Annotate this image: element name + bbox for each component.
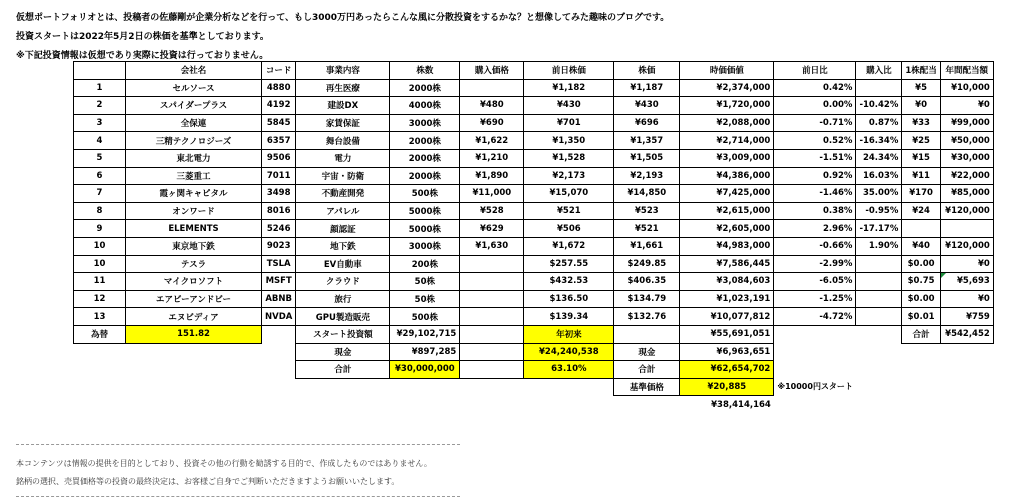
business: 建設DX xyxy=(296,97,390,115)
summary-row-3 xyxy=(74,361,994,379)
buy-price xyxy=(460,79,524,97)
annual-dividend: ¥120,000 xyxy=(940,237,993,255)
prev-price: $136.50 xyxy=(524,290,614,308)
annual-dividend: ¥0 xyxy=(940,290,993,308)
market-value: ¥2,615,000 xyxy=(680,202,774,220)
row-number: 7 xyxy=(74,185,126,203)
annual-dividend: ¥0 xyxy=(940,255,993,273)
dividend: ¥25 xyxy=(902,132,940,150)
holding-row xyxy=(74,185,994,203)
vs-buy: -16.34% xyxy=(856,132,902,150)
header-company: 会社名 xyxy=(126,62,262,80)
summary-row-2 xyxy=(74,343,994,361)
cash2-value: ¥6,963,651 xyxy=(680,343,774,361)
extra-value: ¥38,414,164 xyxy=(711,399,771,410)
holding-row xyxy=(74,167,994,185)
business: 再生医療 xyxy=(296,79,390,97)
ticker-code: 9506 xyxy=(262,149,296,167)
header-annual-dividend: 年間配当額 xyxy=(940,62,993,80)
row-number: 11 xyxy=(74,273,126,291)
buy-price xyxy=(460,308,524,326)
market-value: ¥10,077,812 xyxy=(680,308,774,326)
vs-buy xyxy=(856,290,902,308)
market-value: ¥2,088,000 xyxy=(680,114,774,132)
prev-price: ¥1,672 xyxy=(524,237,614,255)
ticker-code: NVDA xyxy=(262,308,296,326)
vs-buy xyxy=(856,79,902,97)
buy-price xyxy=(460,273,524,291)
day-change: -1.51% xyxy=(774,149,856,167)
holding-row xyxy=(74,132,994,150)
market-value: ¥1,023,191 xyxy=(680,290,774,308)
base-price-label: 基準価格 xyxy=(614,378,680,396)
buy-price xyxy=(460,290,524,308)
market-total: ¥55,691,051 xyxy=(680,325,774,343)
summary-row-1 xyxy=(74,325,994,343)
vs-buy: 0.87% xyxy=(856,114,902,132)
start-label: スタート投資額 xyxy=(296,325,390,343)
dividend: ¥0 xyxy=(902,97,940,115)
ticker-code: 9023 xyxy=(262,237,296,255)
fx-label: 為替 xyxy=(74,325,126,343)
ticker-code: 5246 xyxy=(262,220,296,238)
vs-buy xyxy=(856,255,902,273)
vs-buy: 1.90% xyxy=(856,237,902,255)
dividend-total-value: ¥542,452 xyxy=(940,325,993,343)
holding-row xyxy=(74,149,994,167)
prev-price: ¥2,173 xyxy=(524,167,614,185)
annual-dividend: ¥10,000 xyxy=(940,79,993,97)
vs-buy xyxy=(856,308,902,326)
market-value: ¥3,084,603 xyxy=(680,273,774,291)
price: $134.79 xyxy=(614,290,680,308)
business: 宇宙・防衛 xyxy=(296,167,390,185)
shares: 50株 xyxy=(390,273,460,291)
market-value: ¥4,983,000 xyxy=(680,237,774,255)
buy-price: ¥1,210 xyxy=(460,149,524,167)
start-value: ¥29,102,715 xyxy=(390,325,460,343)
annual-dividend xyxy=(940,220,993,238)
prev-price: ¥430 xyxy=(524,97,614,115)
business: 旅行 xyxy=(296,290,390,308)
total-value: ¥30,000,000 xyxy=(390,361,460,379)
company-name: 東京地下鉄 xyxy=(126,237,262,255)
disclaimer-line-2: 銘柄の選択、売買価格等の投資の最終決定は、お客様ご自身でご判断いただきますようお願いいたします。 xyxy=(16,477,400,486)
business: GPU製造販売 xyxy=(296,308,390,326)
header-prev-price: 前日株価 xyxy=(524,62,614,80)
buy-price: ¥11,000 xyxy=(460,185,524,203)
vs-buy: 24.34% xyxy=(856,149,902,167)
day-change: 0.00% xyxy=(774,97,856,115)
day-change: 0.42% xyxy=(774,79,856,97)
holding-row xyxy=(74,273,994,291)
divider-bottom xyxy=(16,496,460,497)
buy-price: ¥690 xyxy=(460,114,524,132)
shares: 2000株 xyxy=(390,149,460,167)
header-code: コード xyxy=(262,62,296,80)
price: $406.35 xyxy=(614,273,680,291)
row-number: 3 xyxy=(74,114,126,132)
cash-label: 現金 xyxy=(296,343,390,361)
holding-row xyxy=(74,308,994,326)
day-change: -4.72% xyxy=(774,308,856,326)
row-number: 4 xyxy=(74,132,126,150)
day-change: 0.52% xyxy=(774,132,856,150)
header-price: 株価 xyxy=(614,62,680,80)
market-value: ¥2,374,000 xyxy=(680,79,774,97)
prev-price: ¥701 xyxy=(524,114,614,132)
header-row xyxy=(74,62,994,80)
shares: 3000株 xyxy=(390,114,460,132)
prev-price: ¥15,070 xyxy=(524,185,614,203)
company-name: 全保連 xyxy=(126,114,262,132)
ticker-code: 8016 xyxy=(262,202,296,220)
shares: 5000株 xyxy=(390,220,460,238)
shares: 5000株 xyxy=(390,202,460,220)
header-business: 事業内容 xyxy=(296,62,390,80)
vs-buy: -17.17% xyxy=(856,220,902,238)
price: ¥1,187 xyxy=(614,79,680,97)
annual-dividend: ¥120,000 xyxy=(940,202,993,220)
price: ¥696 xyxy=(614,114,680,132)
vs-buy xyxy=(856,273,902,291)
price: ¥14,850 xyxy=(614,185,680,203)
total-label: 合計 xyxy=(296,361,390,379)
annual-dividend: ¥50,000 xyxy=(940,132,993,150)
business: 舞台設備 xyxy=(296,132,390,150)
holding-row xyxy=(74,220,994,238)
shares: 2000株 xyxy=(390,79,460,97)
buy-price: ¥629 xyxy=(460,220,524,238)
dividend: $0.00 xyxy=(902,290,940,308)
header-dividend: 1株配当 xyxy=(902,62,940,80)
business: EV自動車 xyxy=(296,255,390,273)
dividend: $0.01 xyxy=(902,308,940,326)
market-value: ¥2,714,000 xyxy=(680,132,774,150)
ticker-code: 5845 xyxy=(262,114,296,132)
row-number: 6 xyxy=(74,167,126,185)
price: ¥430 xyxy=(614,97,680,115)
vs-buy: -0.95% xyxy=(856,202,902,220)
dividend: ¥40 xyxy=(902,237,940,255)
holding-row xyxy=(74,255,994,273)
market-value: ¥1,720,000 xyxy=(680,97,774,115)
business: クラウド xyxy=(296,273,390,291)
row-number: 10 xyxy=(74,255,126,273)
annual-dividend: ¥5,693 xyxy=(940,273,993,291)
vs-buy: -10.42% xyxy=(856,97,902,115)
company-name: スパイダープラス xyxy=(126,97,262,115)
ticker-code: 7011 xyxy=(262,167,296,185)
shares: 500株 xyxy=(390,308,460,326)
row-number: 10 xyxy=(74,237,126,255)
annual-dividend: ¥85,000 xyxy=(940,185,993,203)
divider-top xyxy=(16,444,460,445)
vs-buy: 16.03% xyxy=(856,167,902,185)
shares: 3000株 xyxy=(390,237,460,255)
dividend: $0.75 xyxy=(902,273,940,291)
dividend-total-label: 合計 xyxy=(902,325,940,343)
dividend: ¥170 xyxy=(902,185,940,203)
prev-price: $432.53 xyxy=(524,273,614,291)
company-name: エアビーアンドビー xyxy=(126,290,262,308)
day-change: -1.46% xyxy=(774,185,856,203)
day-change: -0.71% xyxy=(774,114,856,132)
company-name: 霞ヶ関キャピタル xyxy=(126,185,262,203)
base-price-value: ¥20,885 xyxy=(680,378,774,396)
day-change: -2.99% xyxy=(774,255,856,273)
total2-label: 合計 xyxy=(614,361,680,379)
buy-price: ¥1,622 xyxy=(460,132,524,150)
holding-row xyxy=(74,202,994,220)
business: 地下鉄 xyxy=(296,237,390,255)
prev-price: ¥1,350 xyxy=(524,132,614,150)
market-value: ¥2,605,000 xyxy=(680,220,774,238)
business: アパレル xyxy=(296,202,390,220)
holding-row xyxy=(74,290,994,308)
ticker-code: 3498 xyxy=(262,185,296,203)
total2-value: ¥62,654,702 xyxy=(680,361,774,379)
row-number: 5 xyxy=(74,149,126,167)
buy-price: ¥1,890 xyxy=(460,167,524,185)
prev-price: ¥521 xyxy=(524,202,614,220)
annual-dividend: ¥759 xyxy=(940,308,993,326)
header-no xyxy=(74,62,126,80)
price: ¥523 xyxy=(614,202,680,220)
price: $132.76 xyxy=(614,308,680,326)
buy-price: ¥480 xyxy=(460,97,524,115)
day-change: 2.96% xyxy=(774,220,856,238)
market-value: ¥7,425,000 xyxy=(680,185,774,203)
header-buy-price: 購入価格 xyxy=(460,62,524,80)
company-name: テスラ xyxy=(126,255,262,273)
business: 顔認証 xyxy=(296,220,390,238)
row-number: 13 xyxy=(74,308,126,326)
company-name: エヌビディア xyxy=(126,308,262,326)
row-number: 12 xyxy=(74,290,126,308)
annual-dividend: ¥22,000 xyxy=(940,167,993,185)
ticker-code: TSLA xyxy=(262,255,296,273)
ytd-value: ¥24,240,538 xyxy=(524,343,614,361)
shares: 4000株 xyxy=(390,97,460,115)
ticker-code: MSFT xyxy=(262,273,296,291)
cash2-label: 現金 xyxy=(614,343,680,361)
business: 不動産開発 xyxy=(296,185,390,203)
summary-row-4 xyxy=(74,378,994,396)
price: ¥1,357 xyxy=(614,132,680,150)
company-name: ELEMENTS xyxy=(126,220,262,238)
price: $249.85 xyxy=(614,255,680,273)
business: 電力 xyxy=(296,149,390,167)
ticker-code: ABNB xyxy=(262,290,296,308)
prev-price: $139.34 xyxy=(524,308,614,326)
annual-dividend: ¥99,000 xyxy=(940,114,993,132)
buy-price xyxy=(460,255,524,273)
business: 家賃保証 xyxy=(296,114,390,132)
company-name: 三菱重工 xyxy=(126,167,262,185)
ticker-code: 6357 xyxy=(262,132,296,150)
dividend xyxy=(902,220,940,238)
company-name: 三精テクノロジーズ xyxy=(126,132,262,150)
market-value: ¥4,386,000 xyxy=(680,167,774,185)
shares: 2000株 xyxy=(390,132,460,150)
base-price-note: ※10000円スタート xyxy=(777,382,853,392)
annual-dividend: ¥30,000 xyxy=(940,149,993,167)
row-number: 9 xyxy=(74,220,126,238)
prev-price: ¥506 xyxy=(524,220,614,238)
holding-row xyxy=(74,237,994,255)
price: ¥1,505 xyxy=(614,149,680,167)
day-change: 0.92% xyxy=(774,167,856,185)
dividend: $0.00 xyxy=(902,255,940,273)
price: ¥2,193 xyxy=(614,167,680,185)
day-change: -0.66% xyxy=(774,237,856,255)
shares: 200株 xyxy=(390,255,460,273)
market-value: ¥3,009,000 xyxy=(680,149,774,167)
vs-buy: 35.00% xyxy=(856,185,902,203)
prev-price: $257.55 xyxy=(524,255,614,273)
ticker-code: 4192 xyxy=(262,97,296,115)
row-number: 8 xyxy=(74,202,126,220)
intro-line-1: 仮想ポートフォリオとは、投稿者の佐藤剛が企業分析などを行って、もし3000万円あったらこんな風に分散投資をするかな？と想像してみた趣味のブログです。 xyxy=(16,13,670,23)
holding-row xyxy=(74,97,994,115)
market-value: ¥7,586,445 xyxy=(680,255,774,273)
holding-row xyxy=(74,79,994,97)
dividend: ¥11 xyxy=(902,167,940,185)
shares: 500株 xyxy=(390,185,460,203)
disclaimer-line-1: 本コンテンツは情報の提供を目的としており、投資その他の行動を勧誘する目的で、作成したものではありません。 xyxy=(16,459,432,468)
buy-price: ¥1,630 xyxy=(460,237,524,255)
ytd-label: 年初来 xyxy=(524,325,614,343)
summary-row-5 xyxy=(74,396,994,414)
header-shares: 株数 xyxy=(390,62,460,80)
company-name: セルソース xyxy=(126,79,262,97)
company-name: オンワード xyxy=(126,202,262,220)
portfolio-table xyxy=(73,61,994,413)
day-change: -1.25% xyxy=(774,290,856,308)
intro-line-2: 投資スタートは2022年5月2日の株価を基準としております。 xyxy=(16,32,269,42)
prev-price: ¥1,528 xyxy=(524,149,614,167)
row-number: 2 xyxy=(74,97,126,115)
dividend: ¥15 xyxy=(902,149,940,167)
company-name: マイクロソフト xyxy=(126,273,262,291)
cash-value: ¥897,285 xyxy=(390,343,460,361)
price: ¥1,661 xyxy=(614,237,680,255)
dividend: ¥24 xyxy=(902,202,940,220)
ticker-code: 4880 xyxy=(262,79,296,97)
row-number: 1 xyxy=(74,79,126,97)
shares: 50株 xyxy=(390,290,460,308)
dividend: ¥33 xyxy=(902,114,940,132)
fx-value: 151.82 xyxy=(126,325,262,343)
dividend: ¥5 xyxy=(902,79,940,97)
day-change: 0.38% xyxy=(774,202,856,220)
buy-price: ¥528 xyxy=(460,202,524,220)
price: ¥521 xyxy=(614,220,680,238)
company-name: 東北電力 xyxy=(126,149,262,167)
holding-row xyxy=(74,114,994,132)
header-day-change: 前日比 xyxy=(774,62,856,80)
header-vs-buy: 購入比 xyxy=(856,62,902,80)
header-market-value: 時価価値 xyxy=(680,62,774,80)
prev-price: ¥1,182 xyxy=(524,79,614,97)
annual-dividend: ¥0 xyxy=(940,97,993,115)
shares: 2000株 xyxy=(390,167,460,185)
ytd-percent: 63.10% xyxy=(524,361,614,379)
intro-line-3: ※下記投資情報は仮想であり実際に投資は行っておりません。 xyxy=(16,51,269,61)
day-change: -6.05% xyxy=(774,273,856,291)
